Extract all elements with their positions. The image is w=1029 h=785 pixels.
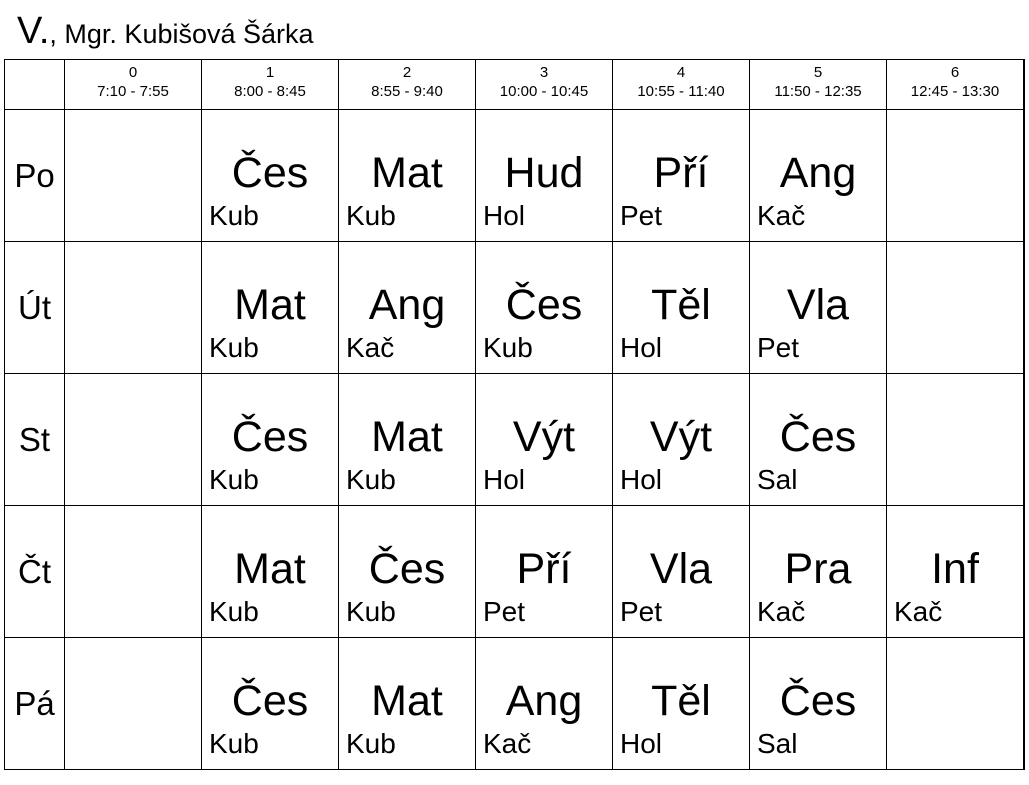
lesson-cell	[476, 638, 613, 770]
lesson-teacher: Pet	[620, 200, 663, 231]
lesson-subject: Mat	[371, 413, 443, 461]
lesson-cell	[887, 374, 1024, 506]
lesson-cell	[476, 374, 613, 506]
next-column-edge	[1024, 59, 1029, 770]
lesson-teacher: Hol	[620, 464, 663, 495]
lesson-cell	[339, 638, 476, 770]
lesson-cell	[887, 110, 1024, 242]
period-number: 3	[539, 64, 549, 81]
period-time: 11:50 - 12:35	[774, 83, 862, 100]
lesson-teacher: Kač	[346, 332, 395, 363]
period-time: 12:45 - 13:30	[910, 83, 1000, 100]
lesson-cell	[476, 242, 613, 374]
lesson-teacher: Sal	[757, 728, 798, 759]
period-time: 10:00 - 10:45	[499, 83, 589, 100]
lesson-cell	[750, 374, 887, 506]
lesson-cell	[202, 638, 339, 770]
lesson-subject: Pří	[653, 149, 709, 197]
lesson-cell	[202, 374, 339, 506]
lesson-cell	[887, 638, 1024, 770]
lesson-subject: Mat	[234, 281, 306, 329]
lesson-cell	[65, 242, 202, 374]
lesson-teacher: Hol	[483, 464, 526, 495]
lesson-teacher: Pet	[757, 332, 800, 363]
lesson-teacher: Kub	[346, 464, 396, 495]
lesson-subject: Výt	[512, 413, 576, 461]
period-number: 2	[402, 64, 412, 81]
lesson-subject: Ang	[779, 149, 857, 197]
lesson-teacher: Pet	[483, 596, 526, 627]
day-row-st	[5, 374, 1024, 506]
lesson-cell	[750, 242, 887, 374]
page-title	[17, 12, 314, 50]
lesson-subject: Ang	[505, 677, 583, 725]
lesson-teacher: Kub	[209, 596, 259, 627]
lesson-cell	[476, 110, 613, 242]
period-header-3	[476, 60, 613, 110]
lesson-teacher: Hol	[483, 200, 526, 231]
lesson-subject: Výt	[649, 413, 713, 461]
period-header-5	[750, 60, 887, 110]
lesson-cell	[339, 506, 476, 638]
lesson-cell	[202, 242, 339, 374]
lesson-cell	[750, 110, 887, 242]
period-header-row	[5, 60, 1024, 110]
lesson-teacher: Kub	[346, 596, 396, 627]
period-number: 4	[676, 64, 686, 81]
lesson-subject: Pra	[784, 545, 852, 593]
day-row-ut	[5, 242, 1024, 374]
lesson-subject: Hud	[504, 149, 584, 197]
lesson-cell	[887, 242, 1024, 374]
day-label: Čt	[5, 506, 65, 638]
timetable	[4, 59, 1024, 770]
period-time: 8:00 - 8:45	[234, 83, 306, 100]
period-header-2	[339, 60, 476, 110]
lesson-cell	[65, 110, 202, 242]
lesson-cell	[65, 374, 202, 506]
lesson-subject: Čes	[231, 413, 309, 461]
lesson-teacher: Kub	[209, 464, 259, 495]
lesson-cell	[750, 506, 887, 638]
lesson-cell	[613, 374, 750, 506]
lesson-subject: Čes	[368, 545, 446, 593]
lesson-subject: Čes	[231, 677, 309, 725]
lesson-subject: Čes	[231, 149, 309, 197]
lesson-cell	[339, 110, 476, 242]
lesson-teacher: Hol	[620, 728, 663, 759]
lesson-subject: Těl	[651, 677, 711, 725]
period-number: 1	[265, 64, 275, 81]
lesson-teacher: Kač	[483, 728, 532, 759]
lesson-cell	[339, 374, 476, 506]
day-row-po	[5, 110, 1024, 242]
lesson-cell	[613, 638, 750, 770]
lesson-teacher: Hol	[620, 332, 663, 363]
lesson-cell	[476, 506, 613, 638]
day-label: Út	[5, 242, 65, 374]
day-row-ct	[5, 506, 1024, 638]
period-number: 0	[128, 64, 138, 81]
lesson-subject: Těl	[651, 281, 711, 329]
lesson-cell	[750, 638, 887, 770]
lesson-subject: Čes	[779, 413, 857, 461]
lesson-teacher: Sal	[757, 464, 798, 495]
teacher-label: , Mgr. Kubišová Šárka	[49, 19, 314, 49]
day-row-pa	[5, 638, 1024, 770]
lesson-subject: Inf	[931, 545, 979, 593]
lesson-cell	[202, 110, 339, 242]
lesson-teacher: Kub	[483, 332, 533, 363]
lesson-cell	[65, 506, 202, 638]
day-label: Pá	[5, 638, 65, 770]
lesson-teacher: Kač	[894, 596, 943, 627]
lesson-subject: Mat	[371, 677, 443, 725]
lesson-subject: Pří	[516, 545, 572, 593]
lesson-teacher: Kač	[757, 200, 806, 231]
period-number: 6	[950, 64, 960, 81]
lesson-cell	[65, 638, 202, 770]
corner-cell	[5, 60, 65, 110]
lesson-cell	[613, 242, 750, 374]
lesson-subject: Ang	[368, 281, 446, 329]
lesson-subject: Čes	[505, 281, 583, 329]
lesson-cell	[887, 506, 1024, 638]
lesson-cell	[613, 506, 750, 638]
lesson-teacher: Kač	[757, 596, 806, 627]
period-header-1	[202, 60, 339, 110]
lesson-teacher: Kub	[346, 728, 396, 759]
lesson-cell	[339, 242, 476, 374]
lesson-subject: Vla	[786, 281, 850, 329]
period-time: 10:55 - 11:40	[637, 83, 725, 100]
period-time: 7:10 - 7:55	[97, 83, 169, 100]
class-label: V.	[17, 10, 50, 52]
lesson-cell	[202, 506, 339, 638]
period-time: 8:55 - 9:40	[371, 83, 443, 100]
period-header-0	[65, 60, 202, 110]
period-header-6	[887, 60, 1024, 110]
period-number: 5	[813, 64, 823, 81]
lesson-teacher: Kub	[209, 728, 259, 759]
lesson-teacher: Pet	[620, 596, 663, 627]
lesson-subject: Čes	[779, 677, 857, 725]
day-label: St	[5, 374, 65, 506]
lesson-teacher: Kub	[209, 332, 259, 363]
lesson-subject: Mat	[234, 545, 306, 593]
period-header-4	[613, 60, 750, 110]
lesson-teacher: Kub	[209, 200, 259, 231]
lesson-cell	[613, 110, 750, 242]
lesson-subject: Vla	[649, 545, 713, 593]
lesson-subject: Mat	[371, 149, 443, 197]
lesson-teacher: Kub	[346, 200, 396, 231]
day-label: Po	[5, 110, 65, 242]
